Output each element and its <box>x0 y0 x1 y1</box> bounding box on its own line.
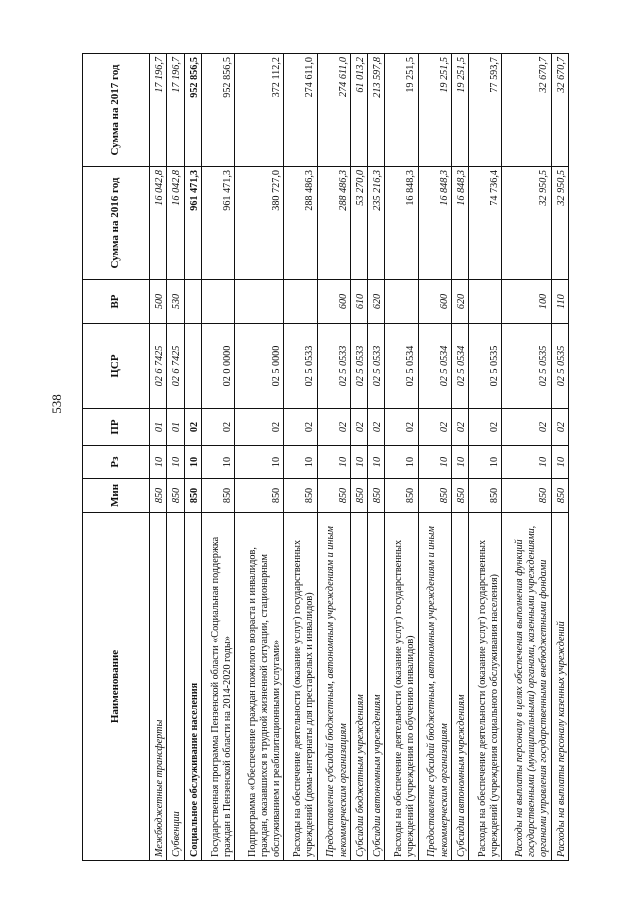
cell-csr: 02 5 0534 <box>385 324 418 409</box>
cell-vr <box>235 280 284 324</box>
cell-csr: 02 5 0000 <box>235 324 284 409</box>
cell-vr: 610 <box>350 280 367 324</box>
cell-vr: 620 <box>368 280 385 324</box>
header-sum-2016: Сумма на 2016 год <box>83 167 150 280</box>
table-row <box>317 54 350 861</box>
cell-min: 850 <box>368 479 385 513</box>
cell-pr: 02 <box>502 409 551 446</box>
header-name: Наименование <box>83 513 150 861</box>
table-row <box>418 54 451 861</box>
cell-sum-2016: 32 950,5 <box>551 167 568 280</box>
cell-min: 850 <box>469 479 502 513</box>
table-row <box>350 54 367 861</box>
cell-sum-2016: 288 486,3 <box>284 167 317 280</box>
table-row <box>150 54 167 861</box>
cell-rz: 10 <box>167 446 184 479</box>
cell-pr: 02 <box>418 409 451 446</box>
cell-sum-2016: 53 270,0 <box>350 167 367 280</box>
cell-name: Государственная программа Пензенской области «Социальная поддержка граждан в Пензенской области на 2014-2020 годы» <box>201 513 234 861</box>
header-min: Мин <box>83 479 150 513</box>
cell-vr: 110 <box>551 280 568 324</box>
cell-vr: 600 <box>418 280 451 324</box>
cell-min: 850 <box>201 479 234 513</box>
cell-min: 850 <box>167 479 184 513</box>
cell-name: Субвенции <box>167 513 184 861</box>
cell-sum-2017: 61 013,2 <box>350 54 367 167</box>
cell-csr: 02 5 0534 <box>418 324 451 409</box>
cell-vr <box>184 280 201 324</box>
cell-sum-2017: 372 112,2 <box>235 54 284 167</box>
cell-sum-2016: 288 486,3 <box>317 167 350 280</box>
cell-sum-2016: 16 848,3 <box>418 167 451 280</box>
budget-table-container <box>82 54 569 861</box>
cell-sum-2016: 380 727,0 <box>235 167 284 280</box>
cell-vr: 100 <box>502 280 551 324</box>
cell-rz: 10 <box>502 446 551 479</box>
cell-csr: 02 5 0535 <box>502 324 551 409</box>
cell-sum-2016: 16 848,3 <box>385 167 418 280</box>
cell-csr: 02 5 0535 <box>469 324 502 409</box>
cell-csr: 02 6 7425 <box>150 324 167 409</box>
cell-min: 850 <box>284 479 317 513</box>
cell-csr: 02 5 0533 <box>317 324 350 409</box>
cell-sum-2017: 213 597,8 <box>368 54 385 167</box>
table-row <box>502 54 551 861</box>
table-row <box>284 54 317 861</box>
cell-min: 850 <box>385 479 418 513</box>
cell-vr: 530 <box>167 280 184 324</box>
cell-rz: 10 <box>201 446 234 479</box>
cell-rz: 10 <box>235 446 284 479</box>
cell-pr: 02 <box>368 409 385 446</box>
cell-pr: 02 <box>184 409 201 446</box>
cell-rz: 10 <box>368 446 385 479</box>
cell-name: Субсидии автономным учреждениям <box>368 513 385 861</box>
cell-min: 850 <box>350 479 367 513</box>
header-csr: ЦСР <box>83 324 150 409</box>
table-row <box>167 54 184 861</box>
cell-min: 850 <box>502 479 551 513</box>
cell-pr: 01 <box>150 409 167 446</box>
cell-rz: 10 <box>418 446 451 479</box>
cell-sum-2017: 17 196,7 <box>167 54 184 167</box>
cell-csr: 02 6 7425 <box>167 324 184 409</box>
cell-csr: 02 5 0533 <box>368 324 385 409</box>
cell-vr <box>385 280 418 324</box>
cell-min: 850 <box>235 479 284 513</box>
cell-rz: 10 <box>284 446 317 479</box>
cell-sum-2017: 19 251,5 <box>418 54 451 167</box>
cell-rz: 10 <box>469 446 502 479</box>
header-rz: Рз <box>83 446 150 479</box>
cell-sum-2017: 17 196,7 <box>150 54 167 167</box>
cell-min: 850 <box>551 479 568 513</box>
cell-vr <box>469 280 502 324</box>
page-number: 538 <box>49 394 64 414</box>
cell-name: Субсидии бюджетным учреждениям <box>350 513 367 861</box>
cell-name: Расходы на обеспечение деятельности (оказание услуг) государственных учреждений (учреждения социального обслуживания населения) <box>469 513 502 861</box>
cell-pr: 02 <box>284 409 317 446</box>
cell-sum-2017: 32 670,7 <box>551 54 568 167</box>
cell-name: Социальное обслуживание населения <box>184 513 201 861</box>
cell-sum-2017: 19 251,5 <box>385 54 418 167</box>
header-sum-2017: Сумма на 2017 год <box>83 54 150 167</box>
cell-pr: 02 <box>317 409 350 446</box>
cell-rz: 10 <box>150 446 167 479</box>
cell-csr: 02 5 0533 <box>350 324 367 409</box>
cell-pr: 02 <box>385 409 418 446</box>
header-vr: ВР <box>83 280 150 324</box>
cell-sum-2016: 16 042,8 <box>167 167 184 280</box>
cell-csr <box>184 324 201 409</box>
cell-sum-2017: 32 670,7 <box>502 54 551 167</box>
cell-rz: 10 <box>184 446 201 479</box>
cell-sum-2017: 274 611,0 <box>284 54 317 167</box>
cell-name: Предоставление субсидий бюджетным, автономным учреждениям и иным некоммерческим организациям <box>418 513 451 861</box>
cell-rz: 10 <box>451 446 468 479</box>
cell-pr: 01 <box>167 409 184 446</box>
cell-min: 850 <box>317 479 350 513</box>
cell-sum-2017: 19 251,5 <box>451 54 468 167</box>
cell-name: Расходы на обеспечение деятельности (оказание услуг) государственных учреждений (дома-интернаты для престарелых и инвалидов) <box>284 513 317 861</box>
cell-vr: 620 <box>451 280 468 324</box>
cell-vr <box>284 280 317 324</box>
table-row <box>385 54 418 861</box>
cell-min: 850 <box>150 479 167 513</box>
cell-csr: 02 5 0534 <box>451 324 468 409</box>
cell-csr: 02 0 0000 <box>201 324 234 409</box>
cell-rz: 10 <box>317 446 350 479</box>
header-pr: ПР <box>83 409 150 446</box>
cell-sum-2017: 952 856,5 <box>201 54 234 167</box>
cell-name: Расходы на выплаты персоналу в целях обеспечения выполнения функций государственными (муниципальными) органами, казенными учреждениями, органами управления государственными внебюджетными фондами <box>502 513 551 861</box>
cell-rz: 10 <box>551 446 568 479</box>
cell-sum-2016: 961 471,3 <box>201 167 234 280</box>
cell-name: Подпрограмма «Обеспечение граждан пожилого возраста и инвалидов, граждан, оказавшихся в трудной жизненной ситуации, стационарным обслуживанием и реабилитационными услугами» <box>235 513 284 861</box>
cell-rz: 10 <box>350 446 367 479</box>
cell-name: Межбюджетные трансферты <box>150 513 167 861</box>
cell-vr <box>201 280 234 324</box>
cell-pr: 02 <box>350 409 367 446</box>
table-header-row <box>83 54 150 861</box>
cell-min: 850 <box>451 479 468 513</box>
cell-sum-2016: 74 736,4 <box>469 167 502 280</box>
table-row <box>235 54 284 861</box>
cell-sum-2016: 961 471,3 <box>184 167 201 280</box>
table-row <box>368 54 385 861</box>
cell-sum-2016: 235 216,3 <box>368 167 385 280</box>
cell-csr: 02 5 0535 <box>551 324 568 409</box>
cell-vr: 600 <box>317 280 350 324</box>
table-row <box>469 54 502 861</box>
table-row <box>551 54 568 861</box>
cell-min: 850 <box>184 479 201 513</box>
cell-pr: 02 <box>551 409 568 446</box>
cell-pr: 02 <box>201 409 234 446</box>
cell-sum-2016: 32 950,5 <box>502 167 551 280</box>
cell-sum-2017: 274 611,0 <box>317 54 350 167</box>
cell-vr: 500 <box>150 280 167 324</box>
cell-pr: 02 <box>235 409 284 446</box>
cell-min: 850 <box>418 479 451 513</box>
table-row <box>184 54 201 861</box>
budget-table <box>82 53 569 861</box>
cell-csr: 02 5 0533 <box>284 324 317 409</box>
table-row <box>201 54 234 861</box>
cell-pr: 02 <box>451 409 468 446</box>
cell-name: Субсидии автономным учреждениям <box>451 513 468 861</box>
cell-pr: 02 <box>469 409 502 446</box>
cell-sum-2017: 952 856,5 <box>184 54 201 167</box>
cell-rz: 10 <box>385 446 418 479</box>
cell-sum-2016: 16 848,3 <box>451 167 468 280</box>
table-row <box>451 54 468 861</box>
cell-name: Предоставление субсидий бюджетным, автономным учреждениям и иным некоммерческим организациям <box>317 513 350 861</box>
cell-sum-2017: 77 593,7 <box>469 54 502 167</box>
cell-name: Расходы на выплаты персоналу казенных учреждений <box>551 513 568 861</box>
cell-sum-2016: 16 042,8 <box>150 167 167 280</box>
cell-name: Расходы на обеспечение деятельности (оказание услуг) государственных учреждений (учреждения по обучению инвалидов) <box>385 513 418 861</box>
